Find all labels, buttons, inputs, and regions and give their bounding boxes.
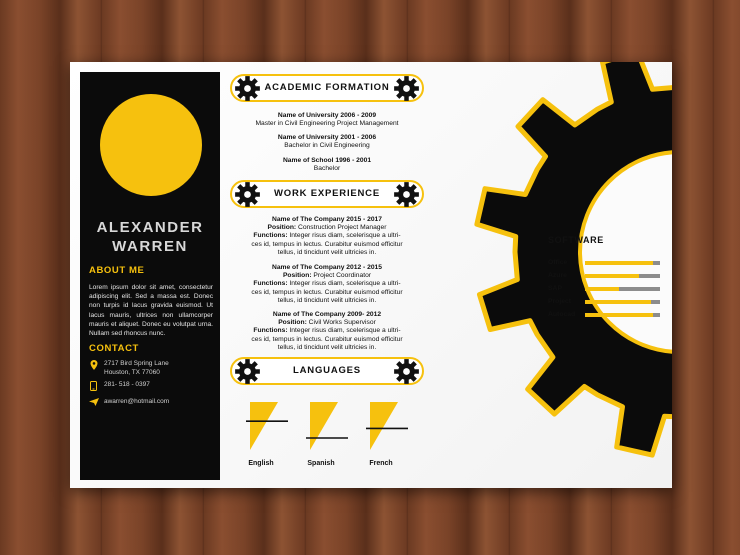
software-skill xyxy=(548,271,660,281)
work-entry: Name of The Company 2012 - 2015 Position: Project Coordinator Functions: Integer risus diam, scelerisque a ultri- ces id, tempus in lectus. Curabitur euismod efficitur tellus, id tincidunt velit ultricies in. xyxy=(251,264,403,304)
skill-fill xyxy=(585,287,619,291)
academic-formation-header xyxy=(230,74,424,102)
language-name: English xyxy=(248,460,274,467)
software-name: Azure xyxy=(548,272,567,279)
contact-phone xyxy=(89,381,150,393)
academic-entry: Name of University 2001 - 2006 Bachelor in Civil Engineering xyxy=(277,134,377,150)
language-level xyxy=(238,398,288,458)
contact-email xyxy=(89,398,169,408)
gear-icon xyxy=(393,75,420,102)
address-line-2: Houston, TX 77060 xyxy=(104,368,160,376)
languages-heading: LANGUAGES xyxy=(293,365,361,376)
work-experience-header xyxy=(230,180,424,208)
phone-icon xyxy=(89,381,98,393)
last-name: WARREN xyxy=(112,238,188,255)
software-name: Project xyxy=(548,298,572,305)
gear-icon xyxy=(393,181,420,208)
about-heading: ABOUT ME xyxy=(89,265,145,276)
skill-fill xyxy=(585,274,639,278)
gear-icon xyxy=(393,358,420,385)
skill-track xyxy=(585,300,660,304)
location-icon xyxy=(89,360,98,372)
software-name: Autocad xyxy=(548,311,576,318)
skill-track xyxy=(585,287,660,291)
resume-sheet xyxy=(70,62,672,488)
language-level xyxy=(358,398,408,458)
contact-heading: CONTACT xyxy=(89,343,139,354)
languages-header xyxy=(230,357,424,385)
language-name: Spanish xyxy=(307,460,335,467)
skill-track xyxy=(585,313,660,317)
academic-entry: Name of University 2006 - 2009 Master in Civil Engineering Project Management xyxy=(255,112,399,128)
skill-fill xyxy=(585,313,653,317)
email-address: awarren@hotmail.com xyxy=(104,398,170,405)
academic-heading: ACADEMIC FORMATION xyxy=(264,82,390,93)
work-heading: WORK EXPERIENCE xyxy=(274,188,380,199)
about-text: Lorem ipsum dolor sit amet, consectetur adipiscing elit. Sed a massa est. Donec non turpis id lacus gravida euismod. Ut lacus mauris, ultrices non ullamcorper mauris et aliquet. Donec eu volutpat urna. Nullam sed rhoncus nunc. xyxy=(89,284,213,338)
email-icon xyxy=(89,398,98,408)
software-name: SAP xyxy=(548,285,562,292)
sidebar xyxy=(80,72,220,480)
software-skill xyxy=(548,258,660,268)
work-entry: Name of The Company 2015 - 2017 Position: Construction Project Manager Functions: Integer risus diam, scelerisque a ultri- ces id, tempus in lectus. Curabitur euismod efficitur tellus, id tincidunt velit ultricies in. xyxy=(251,216,403,256)
first-name: ALEXANDER xyxy=(96,219,204,236)
software-skill xyxy=(548,297,660,307)
skill-fill xyxy=(585,261,653,265)
software-skill xyxy=(548,310,660,320)
software-skill xyxy=(548,284,660,294)
address-line-1: 2717 Bird Spring Lane xyxy=(104,360,169,367)
contact-address xyxy=(89,360,169,377)
work-entry: Name of The Company 2009- 2012 Position: Civil Works Supervisor Functions: Integer risus diam, scelerisque a ultri- ces id, tempus in lectus. Curabitur euismod efficitur tellus, id tincidunt velit ultricies in. xyxy=(251,311,403,351)
language-level xyxy=(298,398,348,458)
skill-track xyxy=(585,261,660,265)
software-heading: SOFTWARE xyxy=(548,235,604,245)
profile-photo-placeholder xyxy=(100,94,202,196)
skill-track xyxy=(585,274,660,278)
language-name: French xyxy=(369,460,393,467)
software-name: Office xyxy=(548,259,568,266)
academic-entry: Name of School 1996 - 2001 Bachelor xyxy=(282,157,372,173)
phone-number: 281- 518 - 0397 xyxy=(104,381,150,388)
skill-fill xyxy=(585,300,651,304)
